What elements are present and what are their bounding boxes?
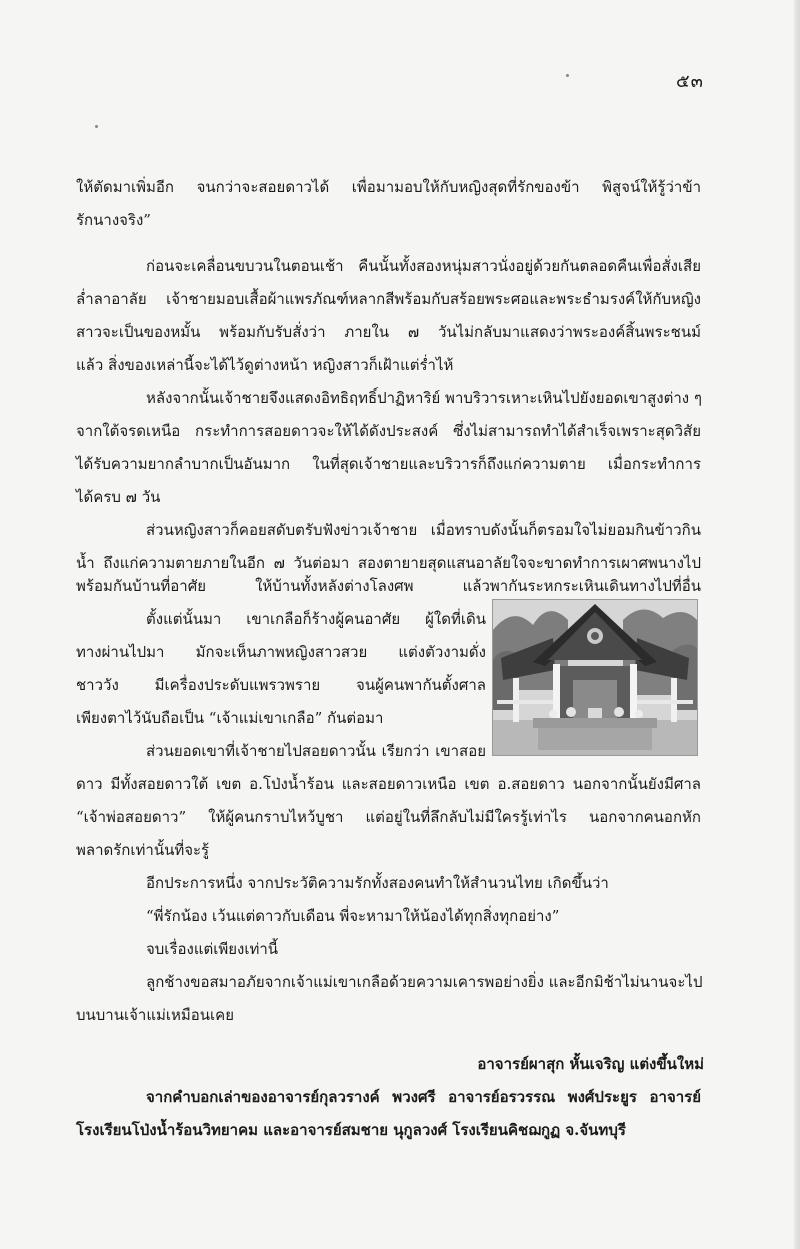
- text-line: ล่ำลาอาลัย เจ้าชายมอบเสื้อผ้าแพรภัณฑ์หลากสีพร้อมกับสร้อยพระศอและพระธำมรงค์ให้กับหญิง: [76, 290, 701, 308]
- text-line: แล้ว สิ่งของเหล่านี้จะได้ไว้ดูต่างหน้า หญิงสาวก็เฝ้าแต่ร่ำไห้: [76, 356, 454, 374]
- text-line: ได้ครบ ๗ วัน: [76, 488, 161, 506]
- text-line: ส่วนหญิงสาวก็คอยสดับตรับฟังข่าวเจ้าชาย เมื่อทราบดังนั้นก็ตรอมใจไม่ยอมกินข้าวกิน: [146, 521, 701, 539]
- text-line: อีกประการหนึ่ง จากประวัติความรักทั้งสองคนทำให้สำนวนไทย เกิดขึ้นว่า: [146, 874, 609, 892]
- text-line: ชาววัง มีเครื่องประดับแพรวพราย จนผู้คนพากันตั้งศาล: [76, 676, 486, 694]
- text-line: จากใต้จรดเหนือ กระทำการสอยดาวจะให้ได้ดังประสงค์ ซึ่งไม่สามารถทำได้สำเร็จเพราะสุดวิสัย: [76, 422, 701, 440]
- text-line: “เจ้าพ่อสอยดาว” ให้ผู้คนกราบไหว้บูชา แต่อยู่ในที่ลึกลับไม่มีใครรู้เท่าไร นอกจากคนอกหัก: [76, 808, 701, 826]
- text-line: ให้ตัดมาเพิ่มอีก จนกว่าจะสอยดาวได้ เพื่อมามอบให้กับหญิงสุดที่รักของข้า พิสูจน์ให้รู้ว่าข้า: [76, 178, 701, 196]
- text-line: หลังจากนั้นเจ้าชายจึงแสดงอิทธิฤทธิ์ปาฏิหาริย์ พาบริวารเหาะเหินไปยังยอดเขาสูงต่าง ๆ: [146, 389, 702, 407]
- text-line: ส่วนยอดเขาที่เจ้าชายไปสอยดาวนั้น เรียกว่า เขาสอย: [146, 742, 486, 760]
- text-line: ตั้งแต่นั้นมา เขาเกลือก็ร้างผู้คนอาศัย ผู้ใดที่เดิน: [146, 610, 486, 628]
- text-line: ดาว มีทั้งสอยดาวใต้ เขต อ.โป่งน้ำร้อน และสอยดาวเหนือ เขต อ.สอยดาว นอกจากนั้นยังมีศาล: [76, 775, 701, 793]
- text-line: ก่อนจะเคลื่อนขบวนในตอนเช้า คืนนั้นทั้งสองหนุ่มสาวนั่งอยู่ด้วยกันตลอดคืนเพื่อสั่งเสีย: [146, 257, 701, 275]
- shrine-photo: [492, 599, 698, 756]
- text-line: บนบานเจ้าแม่เหมือนเคย: [76, 1006, 234, 1024]
- text-line: พร้อมกันบ้านที่อาศัย ให้บ้านทั้งหลังต่างโลงศพ แล้วพากันระหกระเหินเดินทางไปที่อื่น: [76, 577, 701, 595]
- text-line: จบเรื่องแต่เพียงเท่านี้: [146, 940, 279, 958]
- text-line: ลูกช้างขอสมาอภัยจากเจ้าแม่เขาเกลือด้วยความเคารพอย่างยิ่ง และอีกมิช้าไม่นานจะไป: [146, 973, 703, 991]
- credit-author: อาจารย์ผาสุก หั้นเจริญ แต่งขึ้นใหม่: [477, 1055, 704, 1073]
- text-line: น้ำ ถึงแก่ความตายภายในอีก ๗ วันต่อมา สองตายายสุดแสนอาลัยใจจะขาดทำการเผาศพนางไป: [76, 554, 701, 572]
- text-line: “พี่รักน้อง เว้นแต่ดาวกับเดือน พี่จะหามาให้น้องได้ทุกสิ่งทุกอย่าง”: [146, 907, 560, 925]
- credit-source-line: จากคำบอกเล่าของอาจารย์กุลวรางค์ พวงศรี อาจารย์อรวรรณ พงศ์ประยูร อาจารย์: [146, 1088, 701, 1106]
- text-line: พลาดรักเท่านั้นที่จะรู้: [76, 841, 210, 859]
- text-line: ทางผ่านไปมา มักจะเห็นภาพหญิงสาวสวย แต่งตัวงามดั่ง: [76, 643, 486, 661]
- text-line: รักนางจริง”: [76, 211, 151, 229]
- page-number: ๕๓: [676, 71, 704, 92]
- credit-source-line: โรงเรียนโป่งน้ำร้อนวิทยาคม และอาจารย์สมชาย นุกูลวงศ์ โรงเรียนคิชฌกูฏ จ.จันทบุรี: [76, 1121, 626, 1139]
- text-line: สาวจะเป็นของหมั้น พร้อมกับรับสั่งว่า ภายใน ๗ วันไม่กลับมาแสดงว่าพระองค์สิ้นพระชนม์: [76, 323, 701, 341]
- scan-speck: [566, 74, 569, 77]
- scan-speck: [95, 125, 98, 128]
- text-line: เพียงตาไว้นับถือเป็น “เจ้าแม่เขาเกลือ” กันต่อมา: [76, 709, 384, 727]
- text-line: ได้รับความยากลำบากเป็นอันมาก ในที่สุดเจ้าชายและบริวารก็ถึงแก่ความตาย เมื่อกระทำการ: [76, 455, 701, 473]
- scan-edge: [794, 0, 800, 1249]
